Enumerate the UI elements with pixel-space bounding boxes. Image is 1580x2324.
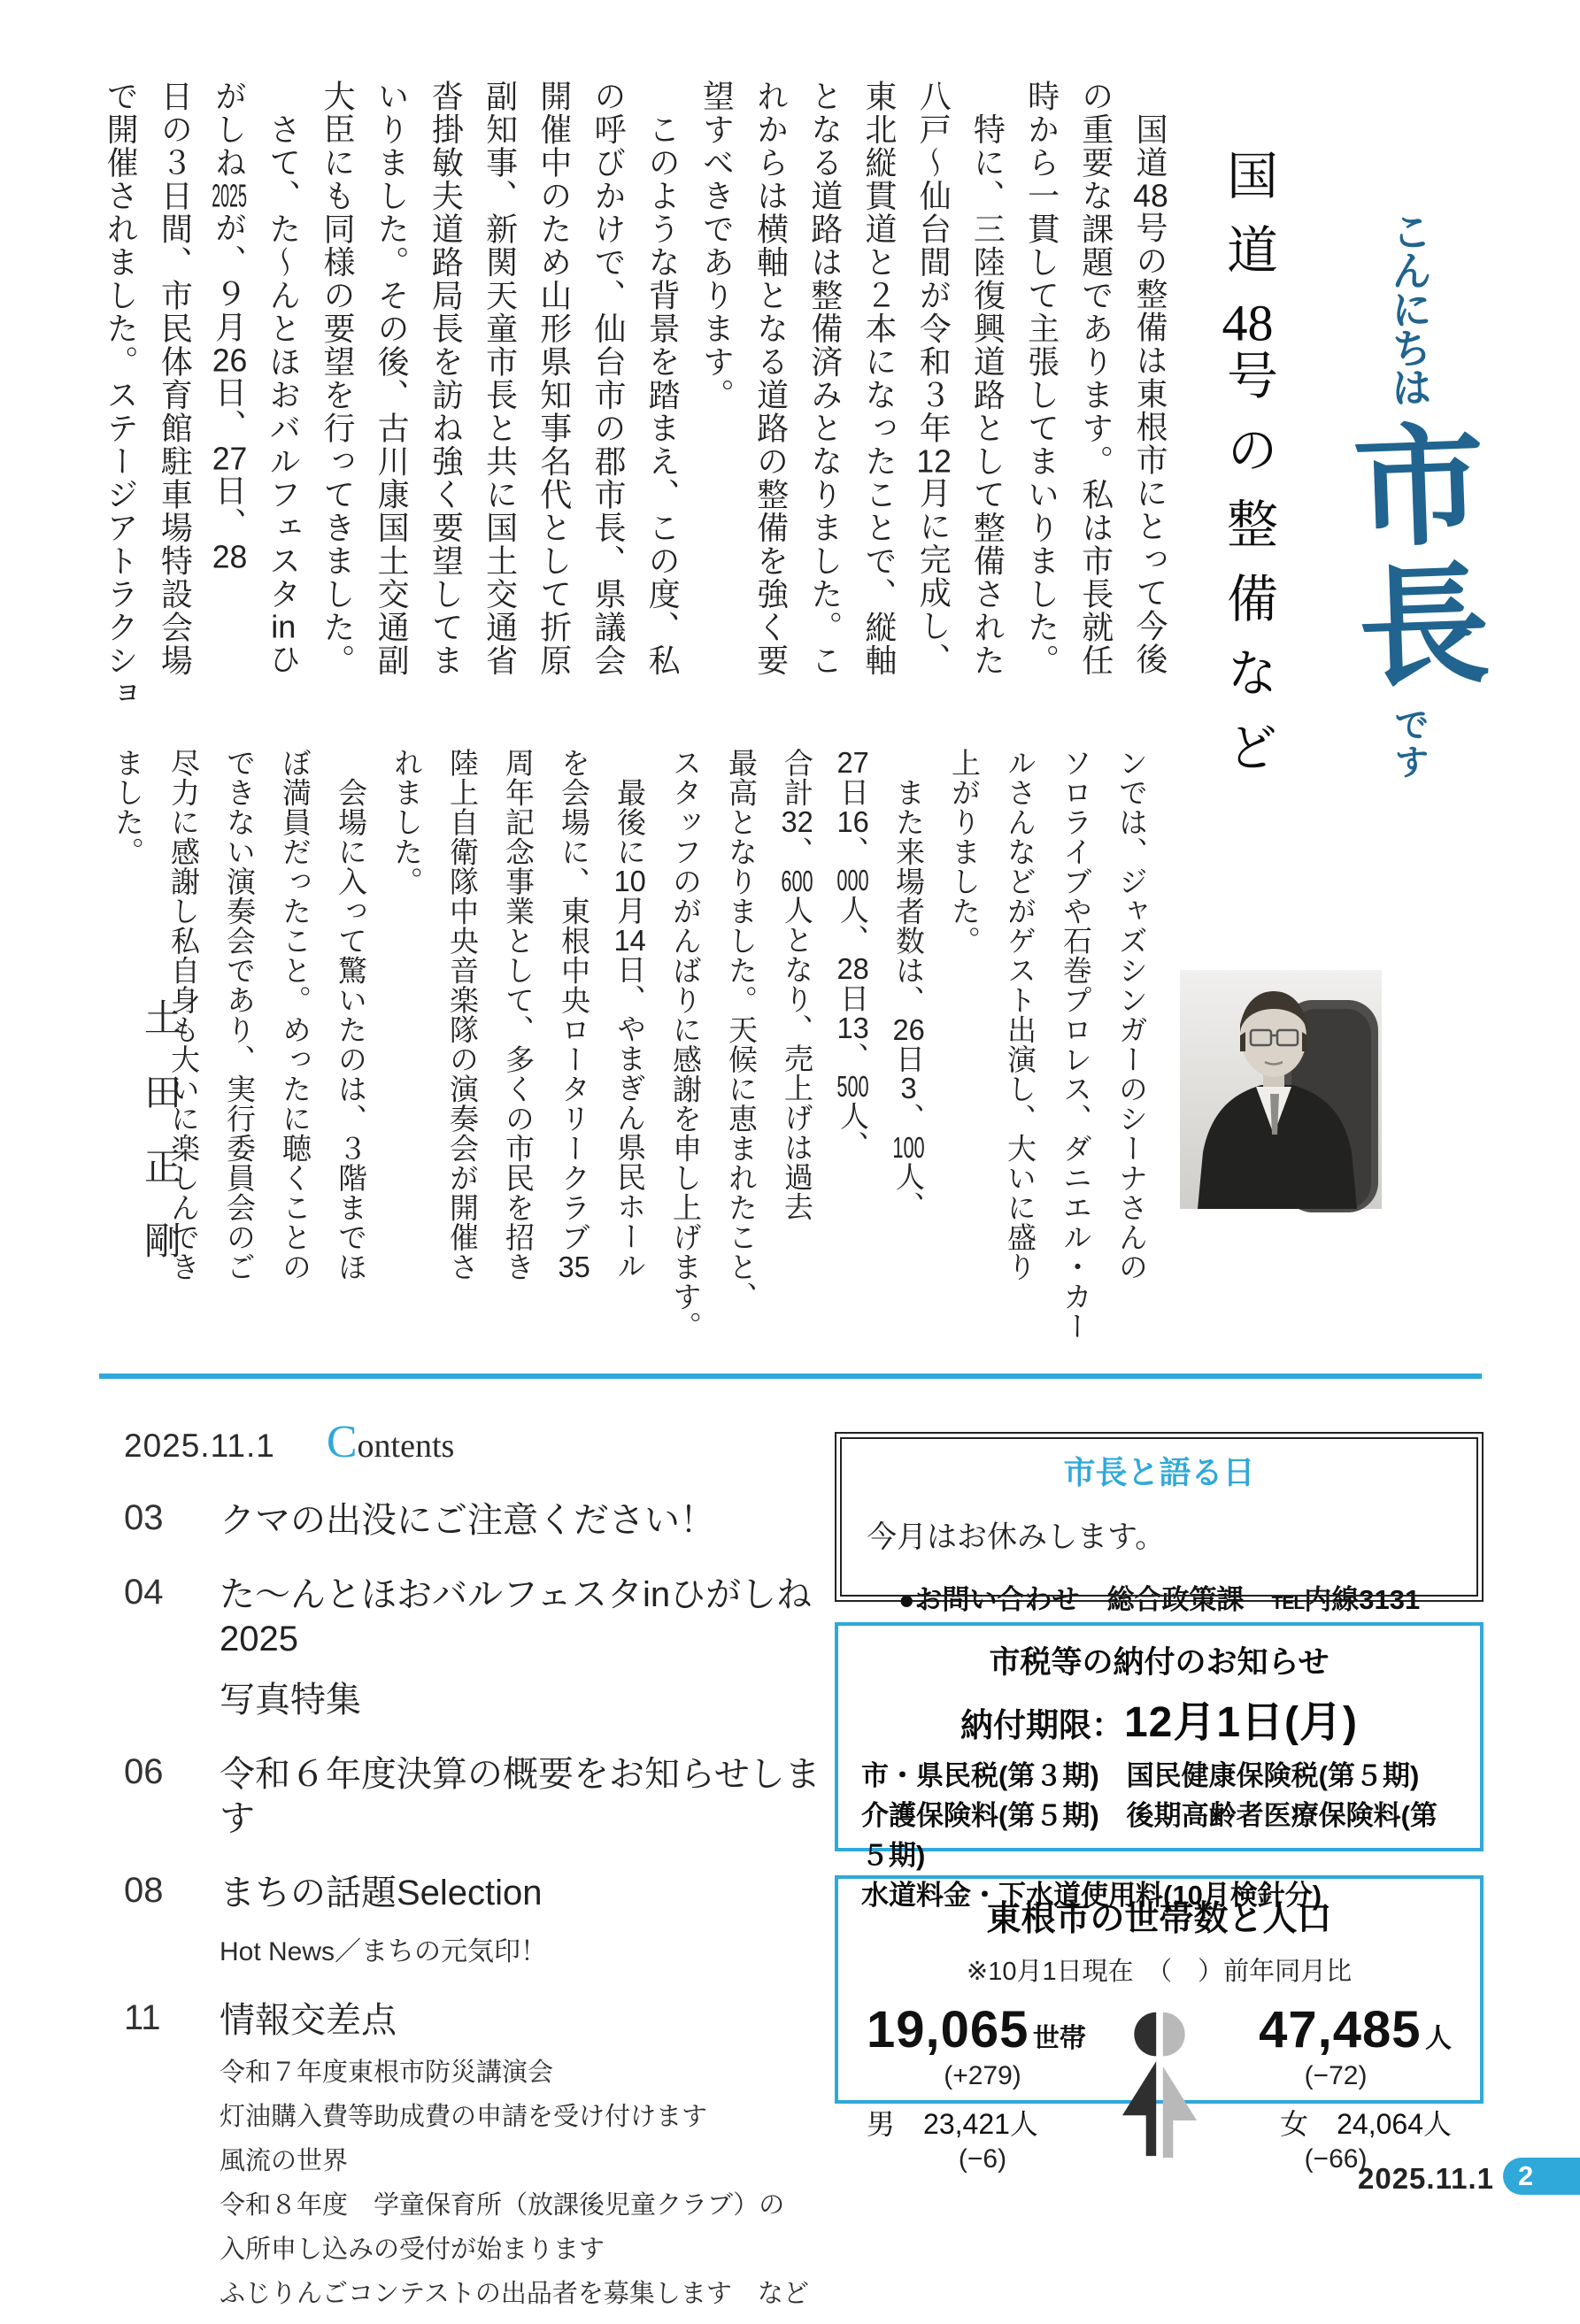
article-line: いりました。その後、古川康国土交通副 (374, 80, 411, 677)
mayor-day-title: 市長と語る日 (1063, 1454, 1255, 1490)
article-line: 望すべきであります。 (698, 80, 736, 412)
tax-deadline-label: 納付期限： (960, 1707, 1124, 1743)
contents-item-body (220, 1871, 841, 1968)
contents-item-title: 情報交差点 (220, 2001, 397, 2040)
article-line: 東北縦貫道と２本になったことで、縦軸 (860, 80, 898, 677)
tax-line: 水道料金・下水道使用料(10月検針分) (861, 1880, 1322, 1911)
article-line: このような背景を踏まえ、この度、私 (644, 80, 682, 677)
article-line: 会場に入って驚いたのは、３階までほ (335, 748, 367, 1281)
female-diff: (−66) (1304, 2144, 1368, 2174)
column-title-brush: 市長 (1331, 415, 1487, 700)
total-population-unit: 人 (1425, 2024, 1452, 2053)
mayor-day-contact (856, 1577, 1462, 1617)
contents-subitem: 令和７年度東根市防災講演会 (220, 2059, 554, 2087)
households-unit: 世帯 (1032, 2024, 1086, 2053)
contents-item (124, 1998, 841, 2324)
article-line: 合計32、600人となり、売上げは過去 (781, 748, 813, 1221)
contents-item-note: Hot News／まちの元気印！ (220, 1937, 548, 1966)
contents-item (124, 1498, 841, 1543)
article-line: 国道48号の整備は東根市にとって今後 (1132, 80, 1168, 676)
footer-date: 2025.11.1 (1358, 2162, 1494, 2195)
article-line: 時から一貫して主張してまいりました。 (1023, 80, 1060, 677)
contents-item-title2: 写真特集 (220, 1681, 361, 1720)
male-value: 23,421人 (923, 2108, 1038, 2140)
mayor-photo (1180, 970, 1382, 1209)
article-line: ンでは、ジャズシンガーのシーナさんの (1115, 748, 1148, 1281)
mayor-day-box (835, 1432, 1484, 1615)
article-line: となる道路は整備済みとなりました。こ (806, 80, 844, 677)
mayor-signature: 土田正剛 (139, 998, 180, 1296)
contents-list (124, 1498, 841, 2324)
contents-subitem: 風流の世界 (220, 2147, 349, 2175)
contents-item-title: まちの話題Selection (220, 1874, 543, 1912)
contents-item (124, 1752, 841, 1841)
column-title-kana: こんにちは (1386, 211, 1432, 405)
total-population-stat (1220, 2000, 1452, 2174)
article-line: で開催されました。ステージアトラクショ (103, 80, 140, 711)
article-line: 沓掛敏夫道路局長を訪ね強く要望してま (428, 80, 465, 677)
tax-deadline (861, 1688, 1457, 1749)
article-line: さて、た〜んとほおバルフェスタinひ (265, 80, 302, 676)
contents-item-body (220, 1752, 841, 1841)
article-line: ぼ満員だったこと。めったに聴くことの (279, 748, 312, 1281)
mayor-day-body: 今月はお休みします。 (867, 1521, 1166, 1554)
article-line: ました。 (112, 748, 144, 866)
contents-item-title: クマの出没にご注意ください！ (220, 1501, 715, 1540)
contents-item-title: 令和６年度決算の概要をお知らせします (220, 1755, 821, 1838)
article-line: また来場者数は、26日3、100人、 (892, 748, 925, 1221)
article-line: ソロライブや石巻プロレス、ダニエル・カー (1060, 748, 1092, 1341)
households-stat (867, 2000, 1098, 2174)
contents-item-body (220, 1573, 841, 1722)
column-title (1331, 211, 1487, 781)
article-line: 尽力に感謝し私自身も大いに楽しんでき (167, 748, 200, 1281)
households-value (867, 2000, 1098, 2059)
male-label: 男 (867, 2108, 896, 2140)
tel-icon: TEL (1271, 1593, 1305, 1613)
tax-notice-title: 市税等の納付のお知らせ (989, 1645, 1330, 1680)
contents-item-title: た〜んとほおバルフェスタinひがしね2025 (220, 1575, 813, 1658)
people-icon (1106, 2007, 1214, 2159)
article-heading: 国道48号の整備など (1219, 149, 1276, 795)
article-line: 最高となりました。天候に恵まれたこと、 (725, 748, 758, 1312)
contents-item (124, 1871, 841, 1968)
article-line: 陸上自衛隊中央音楽隊の演奏会が開催さ (446, 748, 479, 1281)
info-box-column (835, 1432, 1484, 2174)
contents-date: 2025.11.1 (124, 1427, 275, 1464)
article-line: 周年記念事業として、多くの市民を招き (502, 748, 535, 1281)
article-line: 副知事、新関天童市長と共に国土交通省 (482, 80, 519, 677)
households-number: 19,065 (867, 2001, 1029, 2059)
contents-header (124, 1416, 841, 1468)
population-title: 東根市の世帯数と人口 (986, 1900, 1332, 1938)
female-label: 女 (1280, 2108, 1309, 2140)
contents-item (124, 1573, 841, 1722)
article-line: 特に、三陸復興道路として整備された (969, 80, 1006, 677)
article-line: がしね2025が、９月26日、27日、28 (211, 80, 248, 573)
page-number-tab: 2 (1503, 2158, 1580, 2195)
article-line: できない演奏会であり、実行委員会のご (223, 748, 256, 1281)
mayor-day-contact-label: ●お問い合わせ 総合政策課 (898, 1584, 1272, 1615)
article-line: れからは横軸となる道路の整備を強く要 (752, 80, 790, 677)
tax-notice-box (835, 1622, 1484, 1911)
female-stat (1220, 2102, 1452, 2143)
contents-subitem: 令和８年度 学童保育所（放課後児童クラブ）の (220, 2191, 785, 2220)
mayor-photo-image (1180, 970, 1382, 1209)
households-diff: (+279) (944, 2061, 1021, 2090)
female-value: 24,064人 (1337, 2108, 1452, 2140)
tax-line: 介護保険料(第５期) 後期高齢者医療保険料(第５期) (861, 1800, 1437, 1871)
article-line: 大臣にも同様の要望を行ってきました。 (319, 80, 356, 677)
contents-subitem: 入所申し込みの受付が始まります (220, 2236, 605, 2264)
total-population-diff: (−72) (1304, 2061, 1368, 2090)
section-divider (99, 1374, 1482, 1379)
article-line: スタッフのがんばりに感謝を申し上げます。 (669, 748, 702, 1341)
article-line: 日の３日間、市民体育館駐車場特設会場 (157, 80, 194, 677)
contents-label-rest: ontents (357, 1427, 455, 1465)
contents-item-number: 04 (124, 1573, 164, 1612)
article-line: 最後に10月14日、やまぎん県民ホール (613, 748, 646, 1281)
article-line: の重要な課題であります。私は市長就任 (1077, 80, 1114, 677)
article-line: れました。 (390, 748, 423, 897)
article-line: 上がりました。 (948, 748, 981, 956)
article-line: 開催中のため山形県知事名代として折原 (536, 80, 573, 677)
article-line: ルさんなどがゲスト出演し、大いに盛り (1004, 748, 1037, 1281)
contents-item-body (220, 1498, 841, 1543)
article-line: 27日16、000人、28日13、500人、 (836, 748, 869, 1160)
contents-item-sublist (220, 2059, 841, 2309)
contents-label-initial: C (326, 1417, 358, 1467)
contents-subitem: 灯油購入費等助成費の申請を受け付けます (220, 2103, 708, 2131)
population-stats (856, 2000, 1462, 2174)
tax-deadline-value: 12月1日(月) (1123, 1699, 1359, 1746)
population-note: ※10月1日現在 （ ）前年同月比 (966, 1958, 1353, 1986)
article-line: の呼びかけで、仙台市の郡市長、県議会 (590, 80, 627, 677)
contents-subitem: ふじりんごコンテストの出品者を募集します など (220, 2280, 809, 2308)
article-line: を会場に、東根中央ロータリークラブ35 (558, 748, 590, 1281)
article-block2 (97, 748, 1160, 1341)
male-diff: (−6) (958, 2144, 1007, 2174)
total-population-value (1220, 2000, 1452, 2059)
contents-label (327, 1416, 454, 1468)
contents-section (124, 1416, 841, 2324)
contents-item-number: 11 (124, 1998, 161, 2037)
contents-item-number: 08 (124, 1871, 164, 1910)
column-title-suffix: です (1389, 706, 1429, 781)
contents-item-number: 06 (124, 1752, 164, 1791)
article-line: 八戸〜仙台間が令和３年12月に完成し、 (915, 80, 952, 676)
tax-line: 市・県民税(第３期) 国民健康保険税(第５期) (861, 1760, 1420, 1791)
contents-item-number: 03 (124, 1498, 164, 1537)
mayor-day-contact-number: 内線3131 (1304, 1584, 1421, 1615)
article-block1 (92, 80, 1177, 711)
total-population-number: 47,485 (1259, 2001, 1422, 2059)
contents-item-body (220, 1998, 841, 2324)
male-stat (867, 2102, 1098, 2143)
